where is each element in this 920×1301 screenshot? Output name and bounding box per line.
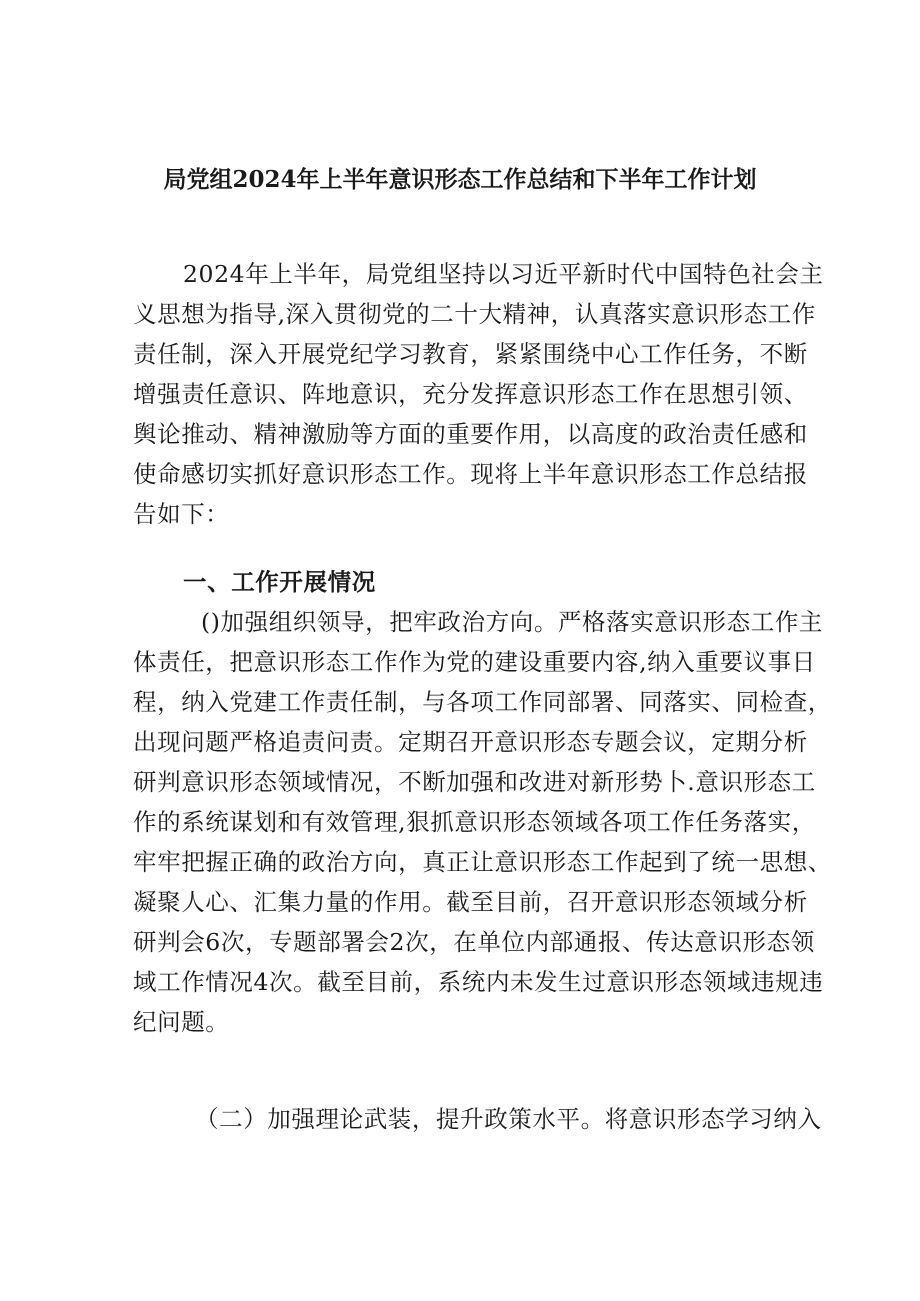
paragraph-2-line-4: 出现问题严格追责问责。定期召开意识形态专题会议，定期分析 [133,728,808,756]
paragraph-2-line-9: 研判会6次，专题部署会2次，在单位内部通报、传达意识形态领 [133,928,815,956]
paragraph-1-line-3: 责任制，深入开展党纪学习教育，紧紧围绕中心工作任务，不断 [133,340,808,368]
paragraph-1-line-1: 2024年上半年，局党组坚持以习近平新时代中国特色社会主 [183,260,824,288]
paragraph-2-line-6: 作的系统谋划和有效管理,狠抓意识形态领域各项工作任务落实， [133,808,816,836]
paragraph-1-line-2: 义思想为指导,深入贯彻党的二十大精神，认真落实意识形态工作 [133,300,816,328]
paragraph-2-line-7: 牢牢把握正确的政治方向，真正让意识形态工作起到了统一思想、 [133,848,832,876]
paragraph-2-line-8: 凝聚人心、汇集力量的作用。截至目前，召开意识形态领域分析 [133,888,808,916]
paragraph-2-line-2: 体责任，把意识形态工作作为党的建设重要内容,纳入重要议事日 [133,648,816,676]
section-1-heading: 一、工作开展情况 [183,568,376,596]
paragraph-2-line-3: 程，纳入党建工作责任制，与各项工作同部署、同落实、同检查， [133,688,832,716]
paragraph-2-line-10: 域工作情况4次。截至目前，系统内未发生过意识形态领域违规违 [133,968,824,996]
paragraph-1-line-7: 告如下： [133,500,230,528]
paragraph-1-line-6: 使命感切实抓好意识形态工作。现将上半年意识形态工作总结报 [133,460,808,488]
paragraph-2-line-5: 研判意识形态领域情况，不断加强和改进对新形势卜.意识形态工 [133,768,816,796]
paragraph-3-line-1: （二）加强理论武装，提升政策水平。将意识形态学习纳入 [195,1105,822,1133]
paragraph-1-line-5: 舆论推动、精神激励等方面的重要作用，以高度的政治责任感和 [133,420,808,448]
paragraph-2-line-1: ()加强组织领导，把牢政治方向。严格落实意识形态工作主 [201,608,824,636]
paragraph-1-line-4: 增强责任意识、阵地意识，充分发挥意识形态工作在思想引领、 [133,380,808,408]
document-title: 局党组2024年上半年意识形态工作总结和下半年工作计划 [163,166,757,193]
paragraph-2-line-11: 纪问题。 [133,1008,230,1036]
